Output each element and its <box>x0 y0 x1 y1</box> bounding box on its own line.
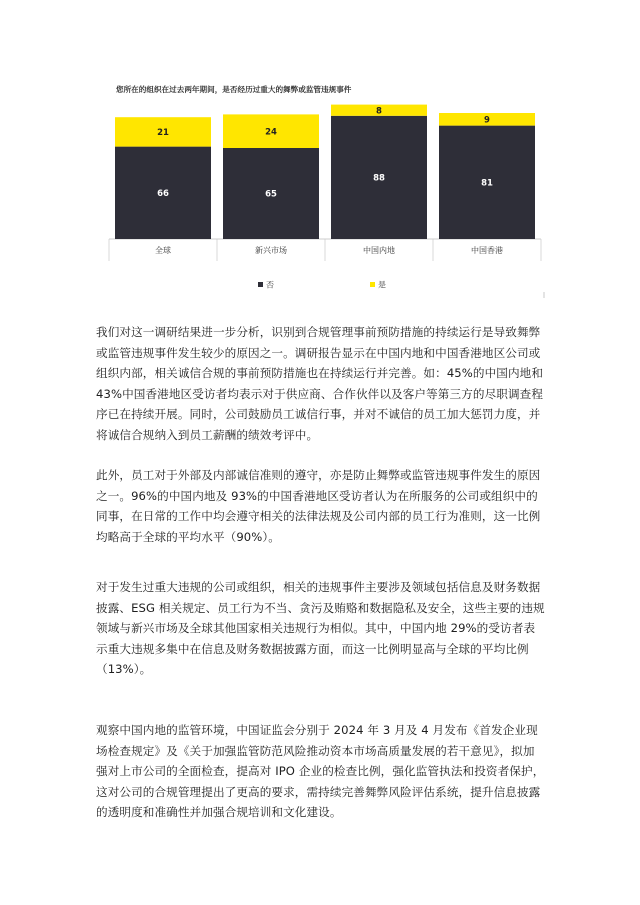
data-label: 21 <box>157 128 169 139</box>
paragraph-1: 我们对这一调研结果进一步分析，识别到合规管理事前预防措施的持续运行是导致舞弊或监管违规事件发生较少的原因之一。调研报告显示在中国内地和中国香港地区公司或组织内部，相关诚信合规的事前预防措施也在持续运行并完善。如：45%的中国内地和 43%中国香港地区受访者均表示对于供应商、合作伙伴以及客户等第三方的尽职调查程序已在持续开展。同时，公司鼓励员工诚信行事，并对不诚信的员工加大惩罚力度，并将诚信合规纳入到员工薪酬的绩效考评中。 <box>96 325 544 442</box>
paragraph-3: 对于发生过重大违规的公司或组织，相关的违规事件主要涉及领域包括信息及财务数据披露、ESG 相关规定、员工行为不当、贪污及贿赂和数据隐私及安全，这些主要的违规领域与新兴市场及全球其他国家相关违规行为相似。其中，中国内地 29%的受访者表示重大违规多集中在信息及财务数据披露方面，而这一比例明显高与全球的平均比例（13%）。 <box>96 580 545 676</box>
x-tick-label: 全球 <box>155 246 171 255</box>
data-label: 88 <box>373 173 385 184</box>
chart-title: 您所在的组织在过去两年期间，是否经历过重大的舞弊或监管违规事件 <box>116 85 352 94</box>
data-label: 8 <box>376 106 382 117</box>
data-label: 66 <box>157 189 169 199</box>
legend-swatch <box>370 282 375 287</box>
legend-label: 是 <box>378 280 386 290</box>
legend-label: 否 <box>266 280 274 290</box>
x-tick-label: 中国香港 <box>471 246 503 255</box>
x-tick-label: 中国内地 <box>363 246 395 255</box>
data-label: 9 <box>484 115 490 126</box>
data-label: 81 <box>481 178 493 189</box>
paragraph-4: 观察中国内地的监管环境，中国证监会分别于 2024 年 3 月及 4 月发布《首发企业现场检查规定》及《关于加强监管防范风险推动资本市场高质量发展的若干意见》，拟加强对上市公司的全面检查，提高对 IPO 企业的检查比例，强化监管执法和投资者保护，这对公司的合规管理提出了更高的要求，需持续完善舞弊风险评估系统，提升信息披露的透明度和准确性并加强合规培训和文化建设。 <box>96 723 545 819</box>
legend-swatch <box>258 282 263 287</box>
data-label: 24 <box>265 127 277 138</box>
stacked-bar-chart <box>108 82 548 304</box>
chart-canvas <box>108 82 548 304</box>
data-label: 65 <box>265 189 277 200</box>
paragraph-2: 此外，员工对于外部及内部诚信准则的遵守，亦是防止舞弊或监管违规事件发生的原因之一。96%的中国内地及 93%的中国香港地区受访者认为在所服务的公司或组织中的同事，在日常的工作中均会遵守相关的法律法规及公司内部的员工行为准则，这一比例均略高于全球的平均水平（90%）。 <box>96 468 541 544</box>
x-tick-label: 新兴市场 <box>255 246 287 255</box>
